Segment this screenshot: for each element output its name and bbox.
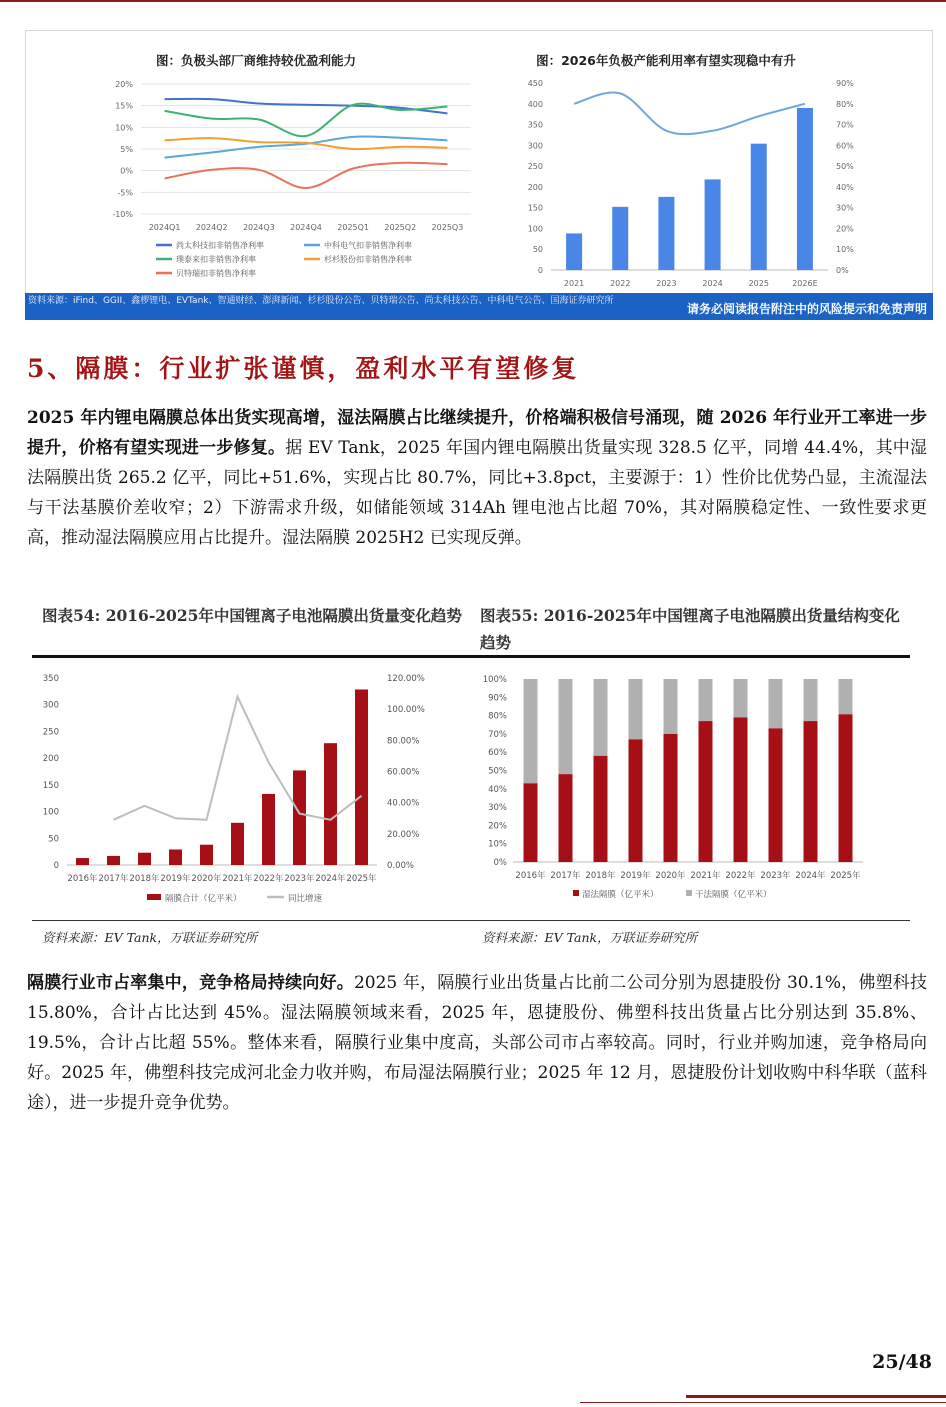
bar: [138, 853, 151, 865]
footer-rule: [686, 1395, 946, 1398]
bar: [612, 207, 628, 270]
y-tick-label: 0%: [493, 858, 507, 868]
x-tick-label: 2024Q1: [148, 223, 181, 232]
y-right-tick-label: 20%: [836, 224, 854, 234]
figure-title-rule: [32, 655, 910, 658]
source-bar: [25, 293, 933, 320]
y-left-tick-label: 150: [527, 203, 543, 213]
y-right-tick-label: 120.00%: [387, 674, 425, 684]
y-tick-label: 40%: [488, 784, 507, 795]
x-tick-label: 2025年: [830, 871, 861, 881]
y-left-tick-label: 200: [527, 182, 543, 192]
bar-wet: [594, 756, 608, 862]
figure-54-source: 资料来源：EV Tank，万联证券研究所: [42, 930, 258, 945]
paragraph-market-concentration: [27, 968, 927, 1118]
x-tick-label: 2023年: [760, 871, 791, 881]
legend-label: 湿法隔膜（亿平米）: [582, 890, 659, 900]
separator-structure-stacked-bar-chart: [478, 665, 910, 915]
y-right-tick-label: 40.00%: [387, 798, 420, 809]
paragraph-lead: 2025 年内锂电隔膜总体出货实现高增，湿法隔膜占比继续提升，价格端积极信号涌现，随 2026 年行业开工率进一步提升，价格有望实现进一步修复。: [27, 408, 927, 458]
footer-thin-rule: [580, 1402, 946, 1403]
bar: [107, 856, 120, 865]
y-tick-label: 10%: [115, 123, 133, 133]
series-line: [165, 138, 448, 149]
bar-dry: [524, 679, 538, 783]
bar-dry: [559, 679, 573, 774]
y-right-tick-label: 0%: [836, 266, 849, 275]
legend-label: 同比增速: [288, 894, 323, 904]
bar: [658, 197, 674, 270]
bar-dry: [769, 679, 783, 728]
y-left-tick-label: 100: [42, 807, 59, 818]
paragraph-lead: 隔膜行业市占率集中，竞争格局持续向好。: [27, 973, 354, 993]
x-tick-label: 2017年: [98, 874, 129, 884]
bar: [293, 770, 306, 865]
y-left-tick-label: 50: [532, 245, 543, 255]
paragraph-separator-shipments: [27, 403, 927, 553]
x-tick-label: 2022年: [253, 874, 284, 884]
y-right-tick-label: 90%: [836, 79, 854, 88]
x-tick-label: 2018年: [129, 874, 160, 884]
disclaimer-text: 请务必阅读报告附注中的风险提示和免责声明: [686, 302, 927, 316]
bar-wet: [839, 714, 853, 862]
bar-wet: [769, 728, 783, 862]
legend-label: 隔膜合计（亿平米）: [165, 894, 242, 904]
x-tick-label: 2020年: [191, 874, 222, 884]
bar-wet: [734, 717, 748, 862]
chart-title-anode-margin: 图：负极头部厂商维持较优盈利能力: [155, 53, 356, 68]
y-tick-label: 50%: [488, 766, 507, 777]
x-tick-label: 2021年: [690, 871, 721, 881]
x-tick-label: 2025Q2: [384, 223, 417, 232]
bar-dry: [594, 679, 608, 756]
x-tick-label: 2024年: [315, 874, 346, 884]
separator-shipment-bar-line-chart: [32, 665, 472, 915]
anode-margin-line-chart: [86, 76, 486, 291]
y-tick-label: 100%: [482, 675, 507, 685]
y-left-tick-label: 250: [42, 727, 59, 738]
bar-wet: [559, 774, 573, 862]
y-left-tick-label: 150: [42, 780, 59, 791]
y-left-tick-label: 250: [527, 162, 543, 172]
y-tick-label: 15%: [115, 101, 133, 111]
x-tick-label: 2024年: [795, 871, 826, 881]
bar: [231, 823, 244, 865]
bar: [797, 108, 813, 270]
bar: [262, 794, 275, 865]
paragraph-body: 据 EV Tank，2025 年国内锂电隔膜出货量实现 328.5 亿平，同增 44.4%，其中湿法隔膜出货 265.2 亿平，同比+51.6%，实现占比 80.7%，同比+3.8pct，主要源于：1）性价比优势凸显，主流湿法与干法基膜价差收窄；2）下游需求升级，如储能领域 314Ah 锂电池占比超 70%，其对隔膜稳定性、一致性要求更高，推动湿法隔膜应用占比提升。湿法隔膜 2025H2 已实现反弹。: [27, 438, 928, 548]
x-tick-label: 2021年: [222, 874, 253, 884]
y-left-tick-label: 450: [527, 79, 543, 88]
bar-wet: [804, 721, 818, 862]
x-tick-label: 2024Q2: [195, 223, 228, 232]
figure-54-title: 图表54: 2016-2025年中国锂离子电池隔膜出货量变化趋势: [42, 606, 462, 625]
y-left-tick-label: 100: [527, 224, 543, 234]
y-right-tick-label: 80%: [836, 99, 854, 109]
y-left-tick-label: 0: [53, 861, 59, 871]
bar-dry: [629, 679, 643, 739]
y-right-tick-label: 40%: [836, 182, 854, 192]
x-tick-label: 2020年: [655, 871, 686, 881]
y-tick-label: 20%: [115, 80, 133, 89]
bar: [751, 144, 767, 270]
x-tick-label: 2023: [656, 279, 677, 286]
y-right-tick-label: 60.00%: [387, 767, 420, 778]
x-tick-label: 2025年: [346, 874, 377, 884]
legend-label: 璞泰来扣非销售净利率: [176, 255, 256, 264]
y-tick-label: 60%: [488, 748, 507, 759]
bar-wet: [664, 734, 678, 862]
chart-title-anode-utilization: 图：2026年负极产能利用率有望实现稳中有升: [536, 53, 796, 68]
bar-dry: [804, 679, 818, 721]
x-tick-label: 2023年: [284, 874, 315, 884]
y-left-tick-label: 200: [42, 754, 59, 765]
x-tick-label: 2018年: [585, 871, 616, 881]
y-tick-label: 20%: [488, 821, 507, 832]
top-charts-panel: [25, 30, 933, 320]
legend-label: 中科电气扣非销售净利率: [324, 241, 412, 250]
y-right-tick-label: 80.00%: [387, 736, 420, 747]
x-tick-label: 2017年: [550, 871, 581, 881]
bar: [324, 743, 337, 865]
bar-dry: [664, 679, 678, 734]
x-tick-label: 2024: [702, 279, 723, 286]
y-left-tick-label: 300: [42, 700, 59, 711]
y-right-tick-label: 30%: [836, 203, 854, 213]
x-tick-label: 2021: [563, 279, 585, 286]
y-left-tick-label: 350: [42, 674, 59, 684]
y-right-tick-label: 10%: [836, 245, 854, 255]
y-right-tick-label: 60%: [836, 141, 854, 151]
y-tick-label: 30%: [488, 803, 507, 814]
legend-label: 尚太科技扣非销售净利率: [176, 241, 264, 250]
legend-swatch: [573, 890, 579, 896]
x-tick-label: 2025Q1: [337, 223, 370, 232]
x-tick-label: 2025: [748, 279, 769, 286]
y-tick-label: -5%: [117, 188, 133, 198]
y-left-tick-label: 300: [527, 141, 543, 151]
bar-dry: [734, 679, 748, 717]
section-heading: 5、隔膜：行业扩张谨慎，盈利水平有望修复: [27, 354, 580, 383]
series-line: [574, 92, 805, 134]
y-left-tick-label: 0: [537, 266, 543, 275]
anode-utilization-combo-chart: [496, 71, 876, 286]
x-tick-label: 2025Q3: [431, 223, 464, 232]
y-tick-label: -10%: [112, 210, 133, 219]
bar: [200, 845, 213, 865]
y-tick-label: 90%: [488, 693, 507, 704]
x-tick-label: 2024Q3: [242, 223, 275, 232]
y-right-tick-label: 100.00%: [387, 705, 425, 716]
bar-wet: [699, 721, 713, 862]
page-number: 25/48: [872, 1351, 932, 1373]
y-tick-label: 0%: [120, 166, 133, 176]
series-line: [165, 163, 448, 188]
y-right-tick-label: 0.00%: [387, 861, 415, 871]
x-tick-label: 2019年: [620, 871, 651, 881]
bar-dry: [699, 679, 713, 721]
legend-swatch: [686, 890, 692, 896]
x-tick-label: 2019年: [160, 874, 191, 884]
x-tick-label: 2024Q4: [290, 223, 322, 232]
x-tick-label: 2016年: [515, 871, 546, 881]
y-right-tick-label: 50%: [836, 162, 854, 172]
legend-label: 贝特瑞扣非销售净利率: [176, 269, 256, 278]
legend-swatch: [147, 894, 161, 900]
legend-label: 干法隔膜（亿平米）: [695, 890, 772, 900]
y-left-tick-label: 400: [527, 99, 543, 109]
x-tick-label: 2016年: [67, 874, 98, 884]
top-rule: [0, 0, 946, 2]
bar-wet: [524, 783, 538, 862]
y-tick-label: 5%: [120, 145, 133, 154]
x-tick-label: 2022: [610, 279, 631, 286]
figure-55-source: 资料来源：EV Tank，万联证券研究所: [482, 930, 698, 945]
y-tick-label: 70%: [488, 729, 507, 740]
y-right-tick-label: 20.00%: [387, 829, 420, 840]
bar: [169, 850, 182, 865]
figure-bottom-rule: [32, 920, 910, 921]
legend-label: 杉杉股份扣非销售净利率: [324, 255, 412, 264]
bar: [566, 233, 582, 270]
y-right-tick-label: 70%: [836, 120, 854, 130]
bar-dry: [839, 679, 853, 714]
x-tick-label: 2022年: [725, 871, 756, 881]
bar: [76, 858, 89, 865]
y-left-tick-label: 350: [527, 120, 543, 130]
y-tick-label: 80%: [488, 711, 507, 722]
top-source-text: 资料来源：iFind、GGII、鑫椤锂电、EVTank、智通财经、澎湃新闻、杉杉股份公告、贝特瑞公告、尚太科技公告、中科电气公告、国海证券研究所: [28, 296, 614, 306]
figure-55-title: 图表55: 2016-2025年中国锂离子电池隔膜出货量结构变化趋势: [480, 606, 900, 652]
y-left-tick-label: 50: [48, 834, 59, 845]
bar: [705, 179, 721, 270]
y-tick-label: 10%: [488, 839, 507, 850]
bar-wet: [629, 739, 643, 862]
x-tick-label: 2026E: [792, 279, 818, 286]
bar: [355, 689, 368, 865]
paragraph-body: 2025 年，隔膜行业出货量占比前二公司分别为恩捷股份 30.1%，佛塑科技 15.80%，合计占比达到 45%。湿法隔膜领域来看，2025 年，恩捷股份、佛塑科技出货量占比分别达到 35.8%、19.5%，合计占比超 55%。整体来看，隔膜行业集中度高，头部公司市占率较高。同时，行业并购加速，竞争格局向好。2025 年，佛塑科技完成河北金力收并购，布局湿法隔膜行业；2025 年 12 月，恩捷股份计划收购中科华联（蓝科途），进一步提升竞争优势。: [27, 973, 928, 1113]
